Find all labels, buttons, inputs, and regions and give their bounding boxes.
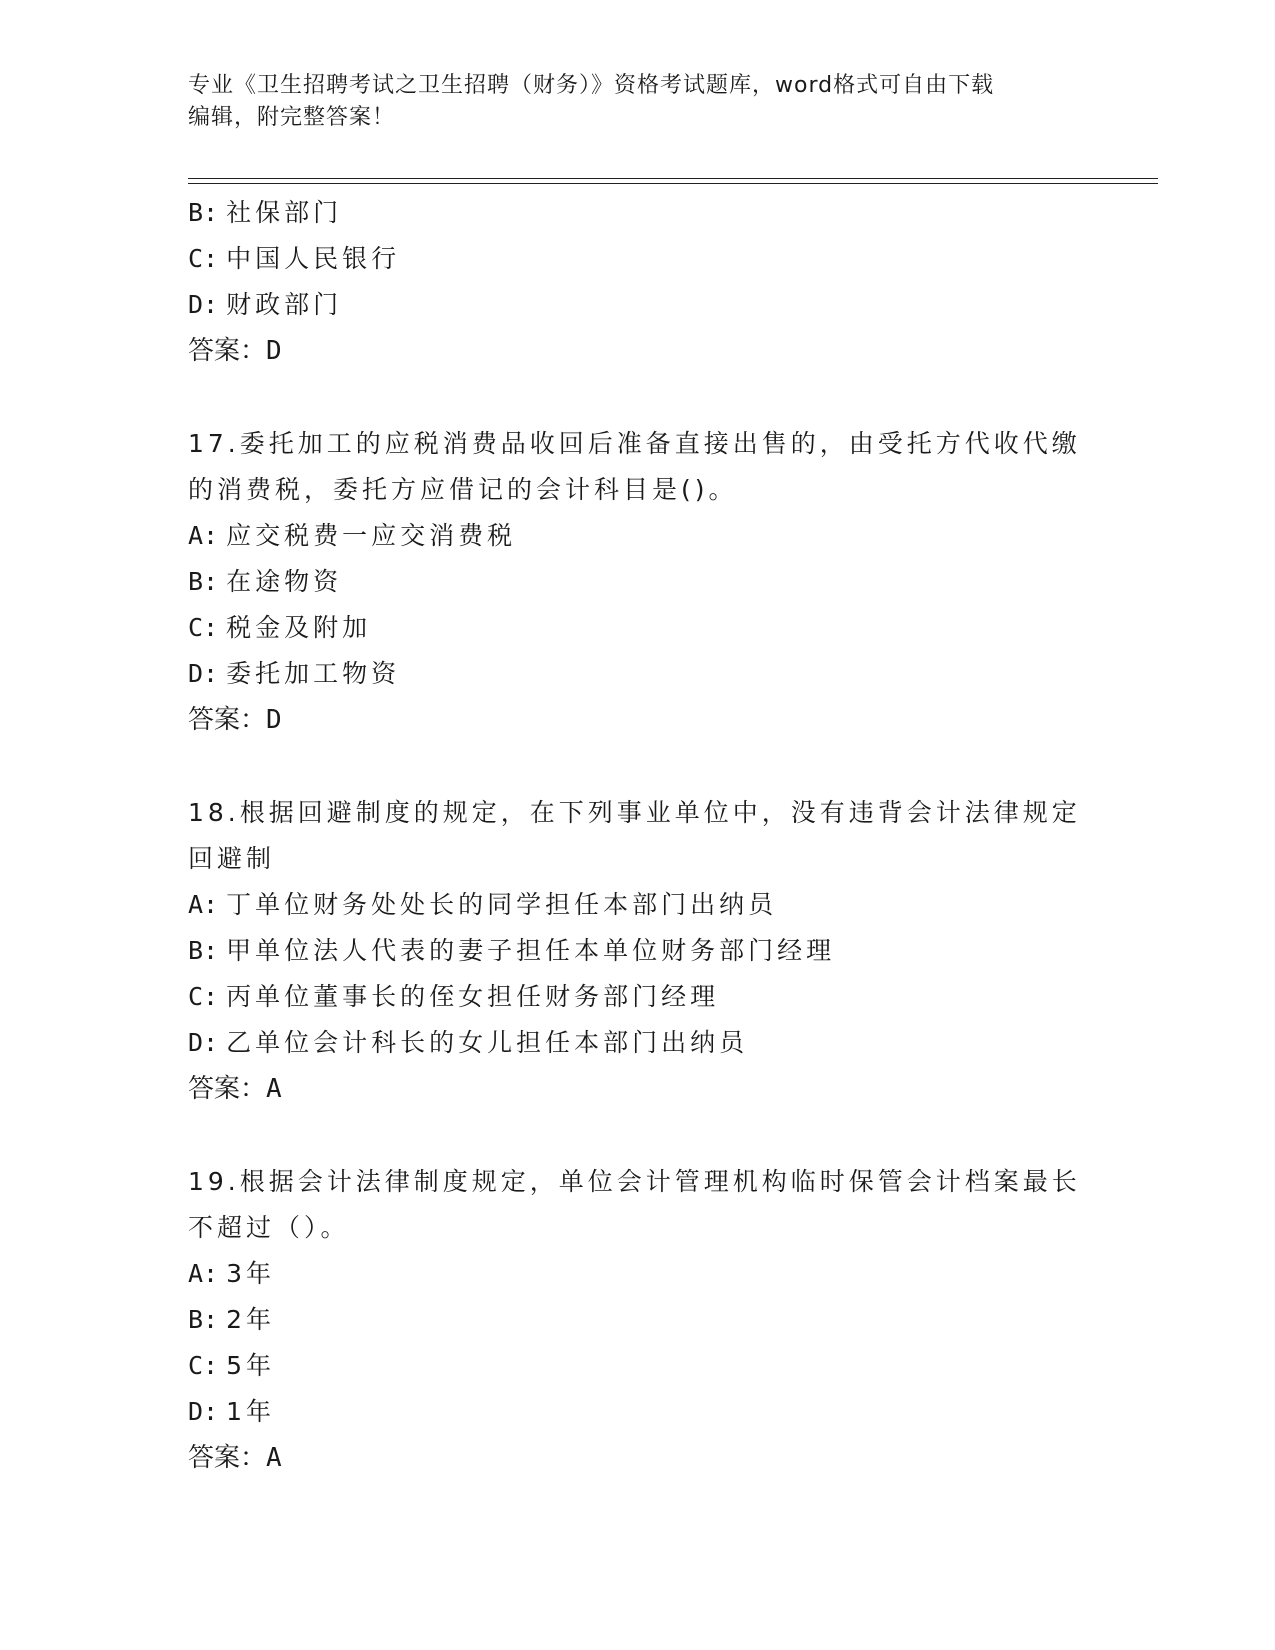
question-block-16 — [188, 190, 1088, 374]
question-stem-line-2: 的消费税，委托方应借记的会计科目是()。 — [188, 475, 738, 504]
option-text: 乙单位会计科长的女儿担任本部门出纳员 — [226, 1028, 749, 1057]
option-key: C: — [188, 613, 219, 642]
option-text: 丙单位董事长的侄女担任财务部门经理 — [226, 982, 720, 1011]
option-key: B: — [188, 198, 219, 227]
option-key: A: — [188, 521, 219, 550]
option-text: 委托加工物资 — [226, 659, 401, 688]
option-key: D: — [188, 1028, 219, 1057]
option-d — [188, 1020, 1088, 1066]
option-a — [188, 1251, 1088, 1297]
option-d — [188, 651, 1088, 697]
question-stem-line-2: 不超过（）。 — [188, 1213, 350, 1242]
option-d — [188, 282, 1088, 328]
question-stem-line-1: 19.根据会计法律制度规定，单位会计管理机构临时保管会计档案最长 — [188, 1167, 1081, 1196]
question-block-19 — [188, 1159, 1088, 1481]
option-key: B: — [188, 1305, 219, 1334]
option-key: A: — [188, 890, 219, 919]
option-text: 3年 — [226, 1259, 276, 1288]
answer-value: D — [266, 336, 284, 366]
option-key: D: — [188, 290, 219, 319]
answer-line — [188, 697, 1088, 743]
header-divider-bottom — [188, 183, 1158, 184]
answer-label: 答案： — [188, 336, 267, 366]
option-key: A: — [188, 1259, 219, 1288]
answer-value: A — [266, 1443, 284, 1473]
option-b — [188, 559, 1088, 605]
option-text: 甲单位法人代表的妻子担任本单位财务部门经理 — [226, 936, 836, 965]
option-c — [188, 605, 1088, 651]
option-c — [188, 974, 1088, 1020]
document-body — [188, 190, 1088, 1481]
answer-line — [188, 1435, 1088, 1481]
option-a — [188, 513, 1088, 559]
option-b — [188, 190, 1088, 236]
option-text: 1年 — [226, 1397, 276, 1426]
option-text: 应交税费一应交消费税 — [226, 521, 517, 550]
question-stem-line-1: 18.根据回避制度的规定，在下列事业单位中，没有违背会计法律规定 — [188, 798, 1081, 827]
option-key: B: — [188, 567, 219, 596]
option-text: 税金及附加 — [226, 613, 372, 642]
option-text: 在途物资 — [226, 567, 343, 596]
answer-value: D — [266, 705, 284, 735]
question-block-17 — [188, 421, 1088, 743]
answer-label: 答案： — [188, 1443, 267, 1473]
option-key: C: — [188, 1351, 219, 1380]
question-stem-line-1: 17.委托加工的应税消费品收回后准备直接出售的，由受托方代收代缴 — [188, 429, 1081, 458]
answer-line — [188, 328, 1088, 374]
question-stem-line-2: 回避制 — [188, 844, 276, 873]
answer-label: 答案： — [188, 705, 267, 735]
answer-line — [188, 1066, 1088, 1112]
option-text: 中国人民银行 — [226, 244, 401, 273]
option-b — [188, 928, 1088, 974]
header-line-2: 编辑，附完整答案！ — [188, 105, 396, 130]
option-text: 5年 — [226, 1351, 276, 1380]
option-c — [188, 236, 1088, 282]
answer-value: A — [266, 1074, 284, 1104]
option-d — [188, 1389, 1088, 1435]
option-text: 2年 — [226, 1305, 276, 1334]
option-key: B: — [188, 936, 219, 965]
option-b — [188, 1297, 1088, 1343]
header-line-1: 专业《卫生招聘考试之卫生招聘（财务）》资格考试题库，word格式可自由下载 — [188, 73, 995, 98]
document-header — [188, 70, 1088, 134]
option-text: 财政部门 — [226, 290, 343, 319]
header-divider-top — [188, 178, 1158, 179]
question-block-18 — [188, 790, 1088, 1112]
option-key: D: — [188, 1397, 219, 1426]
option-key: C: — [188, 244, 219, 273]
option-text: 丁单位财务处处长的同学担任本部门出纳员 — [226, 890, 778, 919]
option-a — [188, 882, 1088, 928]
option-c — [188, 1343, 1088, 1389]
option-key: D: — [188, 659, 219, 688]
option-key: C: — [188, 982, 219, 1011]
option-text: 社保部门 — [226, 198, 343, 227]
answer-label: 答案： — [188, 1074, 267, 1104]
